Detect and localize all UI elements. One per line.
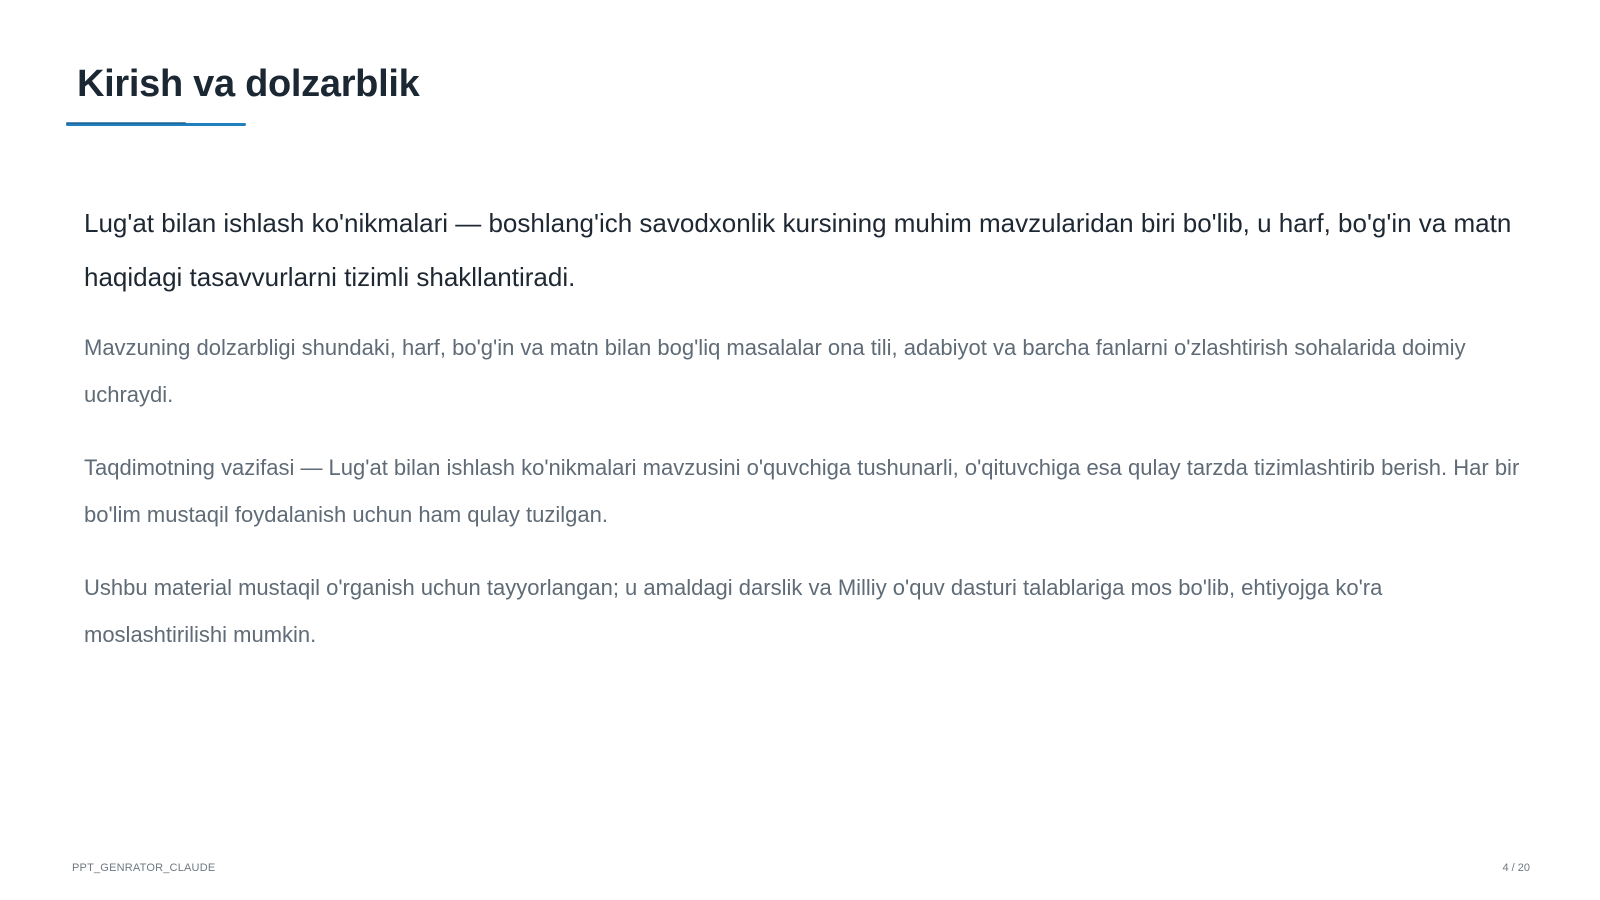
- title-underline-accent: [66, 122, 186, 124]
- slide-title: Kirish va dolzarblik: [77, 63, 420, 105]
- footer-label: PPT_GENRATOR_CLAUDE: [72, 862, 216, 874]
- title-underline: [66, 122, 246, 127]
- body-paragraph: Ushbu material mustaqil o'rganish uchun tayyorlangan; u amaldagi darslik va Milliy o'quv dasturi talablariga mos bo'lib, ehtiyojga ko'ra moslashtirilishi mumkin.: [84, 575, 1383, 647]
- body-paragraph: Mavzuning dolzarbligi shundaki, harf, bo'g'in va matn bilan bog'liq masalalar ona tili, adabiyot va barcha fanlarni o'zlashtirish sohalarida doimiy uchraydi.: [84, 335, 1466, 407]
- page-number: 4 / 20: [1502, 862, 1530, 874]
- body-paragraph: Taqdimotning vazifasi — Lug'at bilan ishlash ko'nikmalari mavzusini o'quvchiga tushunarli, o'qituvchiga esa qulay tarzda tizimlashtirib berish. Har bir bo'lim mustaqil foydalanish uchun ham qulay tuzilgan.: [84, 455, 1520, 527]
- lead-paragraph: Lug'at bilan ishlash ko'nikmalari — boshlang'ich savodxonlik kursining muhim mavzularidan biri bo'lib, u harf, bo'g'in va matn haqidagi tasavvurlarni tizimli shakllantiradi.: [84, 208, 1512, 292]
- slide-content: [84, 196, 1524, 684]
